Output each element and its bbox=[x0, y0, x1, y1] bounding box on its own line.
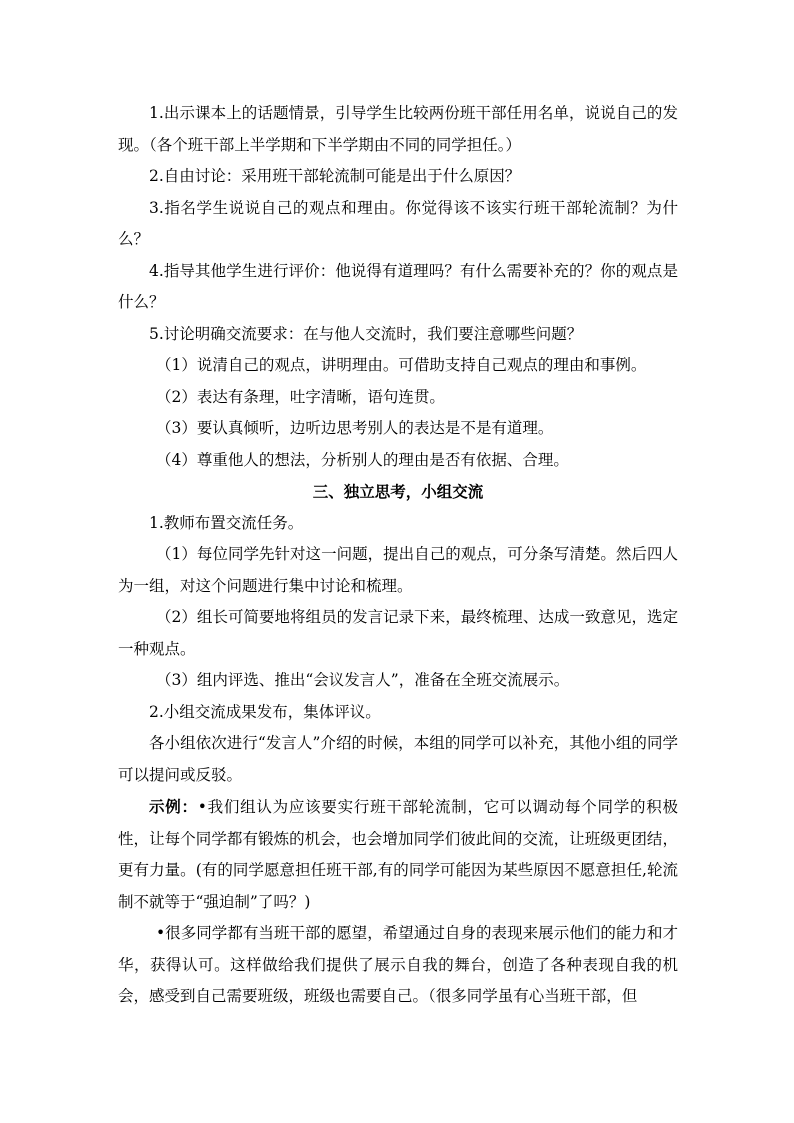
example-paragraph-2: •很多同学都有当班干部的愿望，希望通过自身的表现来展示他们的能力和才华，获得认可。这样做给我们提供了展示自我的舞台，创造了各种表现自我的机会，感受到自己需要班级，班级也需要自己。（很多同学虽有心当班干部，但 bbox=[118, 924, 678, 1005]
requirement-4: （4）尊重他人的想法，分析别人的理由是否有依据、合理。 bbox=[156, 450, 569, 469]
paragraph-step-3: 3.指名学生说说自己的观点和理由。你觉得该不该实行班干部轮流制？为什么？ bbox=[118, 198, 678, 248]
paragraph-step-1: 1.出示课本上的话题情景，引导学生比较两份班干部任用名单，说说自己的发现。（各个班干部上半学期和下半学期由不同的同学担任。） bbox=[118, 104, 678, 154]
section-heading: 三、独立思考，小组交流 bbox=[312, 482, 484, 501]
requirement-3: （3）要认真倾听，边听边思考别人的表达是不是有道理。 bbox=[156, 419, 554, 437]
example-label: 示例： bbox=[149, 797, 198, 816]
task-item-1: （1）每位同学先针对这一问题，提出自己的观点，可分条写清楚。然后四人为一组，对这个问题进行集中讨论和梳理。 bbox=[118, 545, 678, 595]
document-body bbox=[118, 98, 678, 1013]
paragraph-step-2: 2.自由讨论：采用班干部轮流制可能是出于什么原因？ bbox=[149, 167, 521, 185]
paragraph-step-4: 4.指导其他学生进行评价：他说得有道理吗？有什么需要补充的？你的观点是什么？ bbox=[118, 261, 678, 311]
paragraph-step-5: 5.讨论明确交流要求：在与他人交流时，我们要注意哪些问题？ bbox=[149, 324, 583, 343]
task-item-2: （2）组长可简要地将组员的发言记录下来，最终梳理、达成一致意见，选定一种观点。 bbox=[118, 608, 678, 658]
task-step-2-text: 各小组依次进行“发言人”介绍的时候，本组的同学可以补充，其他小组的同学可以提问或反驳。 bbox=[118, 734, 678, 784]
task-step-1: 1.教师布置交流任务。 bbox=[149, 513, 304, 532]
requirement-2: （2）表达有条理，吐字清晰，语句连贯。 bbox=[156, 387, 445, 406]
task-item-3: （3）组内评选、推出“会议发言人”，准备在全班交流展示。 bbox=[156, 671, 570, 689]
task-step-2: 2.小组交流成果发布，集体评议。 bbox=[149, 702, 381, 721]
example-paragraph-1 bbox=[118, 791, 678, 918]
example-text-1: •我们组认为应该要实行班干部轮流制，它可以调动每个同学的积极性，让每个同学都有锻炼的机会，也会增加同学们彼此间的交流，让班级更团结，更有力量。(有的同学愿意担任班干部,有的同学可能因为某些原因不愿意担任,轮流制不就等于“强迫制”了吗？) bbox=[118, 798, 678, 911]
requirement-1: （1）说清自己的观点，讲明理由。可借助支持自己观点的理由和事例。 bbox=[156, 356, 647, 374]
